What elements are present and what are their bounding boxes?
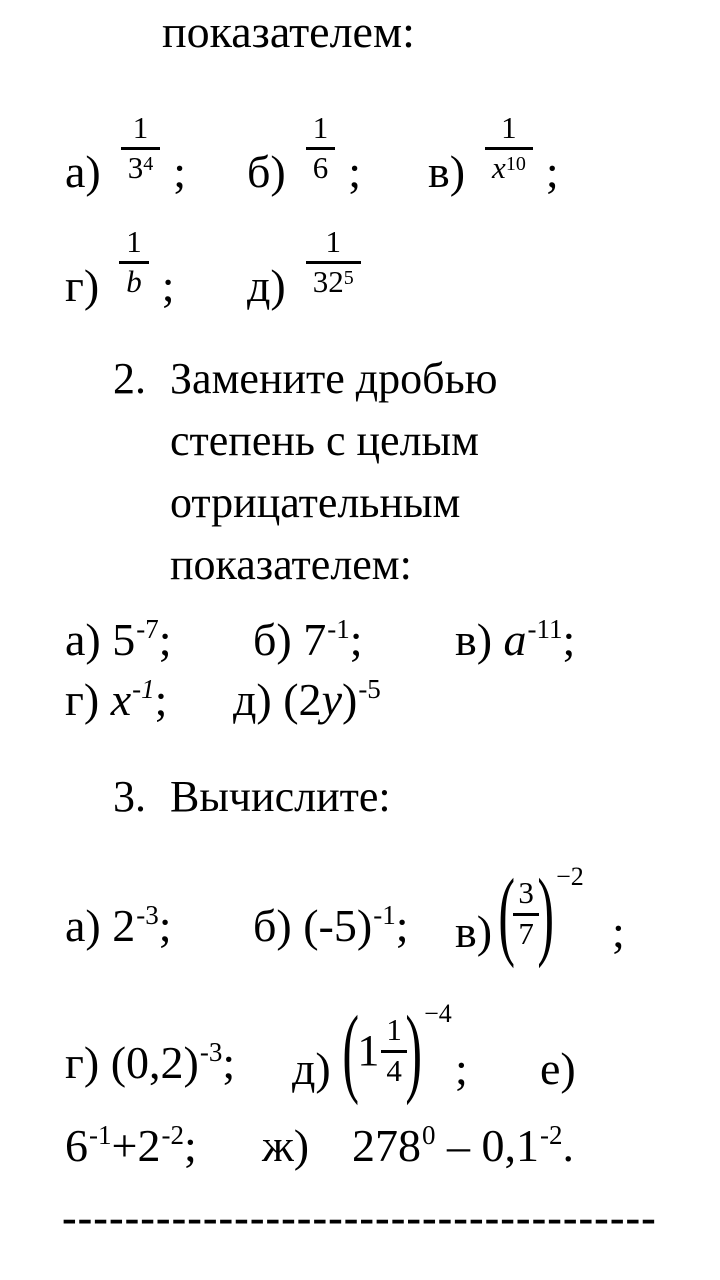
dashed-divider: -------------------------------------- — [62, 1193, 657, 1242]
problem-1a — [65, 109, 187, 198]
problem-3a: а) $2^{-3}$; — [65, 900, 172, 951]
problem-3zh-expression: $278^0 - 0,1^{-2}$. — [352, 1120, 574, 1171]
problem-2v: в) $a^{-11}$; — [455, 614, 576, 665]
exponent: -1 — [132, 674, 155, 704]
exponent: -3 — [199, 1037, 223, 1067]
task2-row2 — [0, 672, 720, 730]
separator: ; — [545, 146, 559, 198]
left-paren: ( — [342, 995, 359, 1106]
exponent: -2 — [161, 1120, 184, 1150]
problem-3v-fraction — [498, 858, 584, 969]
right-paren: ) — [537, 858, 554, 969]
problem-3d-label: д) — [292, 1043, 331, 1094]
left-paren: ( — [498, 858, 515, 969]
fraction-numerator: 1 — [501, 109, 517, 145]
exponent: -1 — [89, 1120, 112, 1150]
task3-title: Вычислите: — [170, 772, 391, 821]
fraction — [513, 877, 539, 950]
fraction — [381, 1014, 407, 1087]
task2-number: 2. — [113, 354, 146, 403]
exponent: -7 — [136, 614, 159, 644]
exponent: 10 — [505, 153, 526, 176]
problem-3e-expression: $6^{-1}+2^{-2}$; — [65, 1120, 197, 1171]
exponent: 4 — [143, 153, 154, 176]
exponent: -2 — [540, 1120, 563, 1150]
fraction-denominator: 4 — [381, 1050, 407, 1088]
fraction — [121, 109, 161, 186]
fraction-denominator: 6 — [306, 147, 336, 185]
problem-label: б) — [247, 146, 286, 198]
exponent: 0 — [422, 1120, 436, 1150]
problem-label: д) — [247, 260, 286, 312]
problem-3d-fraction — [342, 995, 452, 1106]
fraction-denominator: $32^5$ — [306, 261, 361, 299]
exponent: -1 — [373, 900, 396, 930]
task3-row1 — [0, 850, 720, 968]
fraction-numerator: 1 — [325, 223, 341, 259]
task2-heading — [113, 348, 498, 596]
fraction-denominator: b — [119, 261, 149, 299]
fraction — [306, 109, 336, 186]
fraction-denominator: 7 — [513, 913, 539, 951]
fraction-numerator: 1 — [132, 109, 149, 145]
separator: ; — [173, 146, 187, 198]
problem-1b — [247, 109, 362, 198]
problem-label: г) — [65, 260, 100, 312]
task2-title: Замените дробью степень с целым отрицательным показателем: — [170, 354, 498, 589]
task1-row1 — [0, 92, 720, 198]
exponent: -5 — [358, 674, 381, 704]
fraction-numerator: 1 — [126, 223, 142, 259]
fraction-numerator: 3 — [518, 875, 534, 911]
separator: ; — [161, 260, 175, 312]
task3-row3 — [0, 1118, 720, 1178]
problem-3g: г) $(0,2)^{-3}$; — [65, 1037, 236, 1088]
task2-row1 — [0, 612, 720, 670]
problem-2a: а) $5^{-7}$; — [65, 614, 172, 665]
problem-label: а) — [65, 146, 101, 198]
fraction-numerator: 1 — [312, 109, 329, 145]
task3-heading — [113, 766, 391, 828]
separator: ; — [612, 906, 625, 957]
fraction-denominator: $3^4$ — [121, 147, 161, 185]
separator: ; — [348, 146, 362, 198]
fraction — [485, 109, 533, 186]
task3-number: 3. — [113, 772, 146, 821]
fraction — [119, 223, 149, 300]
fraction — [306, 223, 361, 300]
problem-1v — [428, 109, 559, 198]
problem-2g: г) $x^{-1}$; — [65, 674, 168, 725]
problem-1d — [247, 223, 361, 312]
exponent: 5 — [343, 267, 354, 290]
fraction-denominator: $x^{10}$ — [485, 147, 533, 185]
exponent: −4 — [424, 999, 452, 1028]
problem-3zh-label: ж) — [262, 1120, 310, 1171]
fraction-numerator: 1 — [386, 1012, 402, 1048]
problem-2d: д) $(2y)^{-5}$ — [233, 674, 381, 725]
problem-label: в) — [428, 146, 466, 198]
whole-number: 1 — [357, 1026, 380, 1075]
problem-3b: б) $(-5)^{-1}$; — [253, 900, 409, 951]
right-paren: ) — [405, 995, 422, 1106]
exponent: −2 — [556, 862, 584, 891]
problem-2b: б) $7^{-1}$; — [253, 614, 363, 665]
exponent: -11 — [527, 614, 563, 644]
heading-continuation: показателем: — [162, 6, 415, 57]
task1-row2 — [0, 206, 720, 312]
problem-3e-label: е) — [540, 1043, 576, 1094]
separator: ; — [455, 1043, 468, 1094]
exponent: -1 — [327, 614, 350, 644]
problem-1g — [65, 223, 175, 312]
problem-3v-label: в) — [455, 906, 493, 957]
task3-row2 — [0, 985, 720, 1105]
exponent: -3 — [136, 900, 159, 930]
